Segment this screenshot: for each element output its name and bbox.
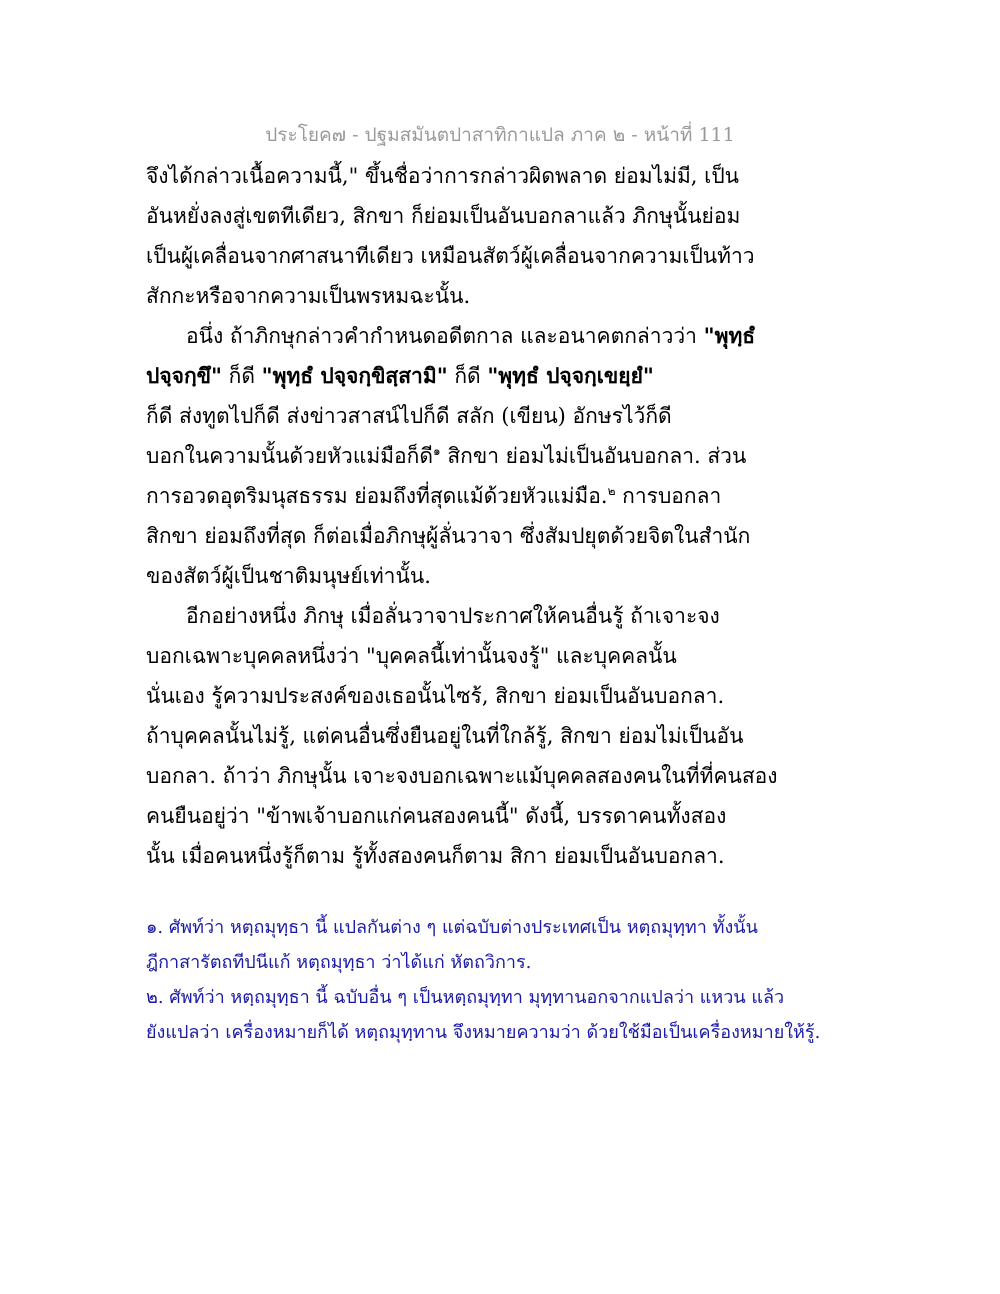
text-run: การบอกลา (615, 484, 722, 508)
body-line: อันหยั่งลงสู่เขตทีเดียว, สิกขา ก็ย่อมเป็นอันบอกลาแล้ว ภิกษุนั้นย่อม (146, 204, 741, 228)
body-line: ก็ดี ส่งทูตไปก็ดี ส่งข่าวสาสน์ไปก็ดี สลัก (เขียน) อักษรไว้ก็ดี (146, 404, 672, 428)
body-line: คนยืนอยู่ว่า "ข้าพเจ้าบอกแก่คนสองคนนี้" ดังนี้, บรรดาคนทั้งสอง (146, 804, 727, 828)
pali-quote: "พุทฺธํ ปจฺจกฺเขยฺยํ" (487, 363, 654, 388)
pali-quote: "พุทฺธํ ปจฺจกฺขิสฺสามิ" (261, 363, 448, 388)
pali-quote: "พุทฺธํ (703, 323, 756, 348)
body-line: เป็นผู้เคลื่อนจากศาสนาทีเดียว เหมือนสัตว์ผู้เคลื่อนจากความเป็นท้าว (146, 244, 755, 268)
text-run: ก็ดี (221, 364, 262, 388)
body-line (146, 436, 746, 476)
footnote-line: ๒. ศัพท์ว่า หตฺถมุทฺธา นี้ ฉบับอื่น ๆ เป็นหตฺถมุทฺทา มุทฺทานอกจากแปลว่า แหวน แล้ว (146, 987, 785, 1008)
body-line (146, 476, 746, 516)
running-head: ประโยค๗ - ปฐมสมันตปาสาทิกาแปล ภาค ๒ - หน้าที่ 111 (265, 124, 735, 146)
text-run: อนึ่ง ถ้าภิกษุกล่าวคำกำหนดอดีตกาล และอนาคตกล่าวว่า (186, 324, 704, 348)
body-line: สิกขา ย่อมถึงที่สุด ก็ต่อเมื่อภิกษุผู้ลั่นวาจา ซึ่งสัมปยุตด้วยจิตในสำนัก (146, 524, 751, 548)
body-line: บอกเฉพาะบุคคลหนึ่งว่า "บุคคลนี้เท่านั้นจงรู้" และบุคคลนั้น (146, 644, 677, 668)
body-line (146, 356, 746, 396)
text-run: สิกขา ย่อมไม่เป็นอันบอกลา. ส่วน (440, 444, 747, 468)
body-text (146, 156, 778, 876)
text-run: ก็ดี (447, 364, 488, 388)
footnote-line: ฎีกาสารัตถทีปนีแก้ หตฺถมุทฺธา ว่าได้แก่ หัตถวิการ. (146, 952, 532, 973)
body-line: จึงได้กล่าวเนื้อความนี้," ขึ้นชื่อว่าการกล่าวผิดพลาด ย่อมไม่มี, เป็น (146, 164, 740, 188)
body-line: บอกลา. ถ้าว่า ภิกษุนั้น เจาะจงบอกเฉพาะแม้บุคคลสองคนในที่ที่คนสอง (146, 764, 778, 788)
body-line (146, 316, 756, 356)
pali-quote: ปจฺจกฺขึ" (146, 363, 222, 388)
body-line: ของสัตว์ผู้เป็นชาติมนุษย์เท่านั้น. (146, 564, 431, 588)
body-line: ถ้าบุคคลนั้นไม่รู้, แต่คนอื่นซึ่งยืนอยู่ในที่ใกล้รู้, สิกขา ย่อมไม่เป็นอัน (146, 724, 744, 748)
body-line: นั้น เมื่อคนหนึ่งรู้ก็ตาม รู้ทั้งสองคนก็ตาม สิกา ย่อมเป็นอันบอกลา. (146, 844, 725, 868)
text-run: การอวดอุตริมนุสธรรม ย่อมถึงที่สุดแม้ด้วยหัวแม่มือ. (146, 484, 608, 508)
text-run: บอกในความนั้นด้วยหัวแม่มือก็ดี (146, 444, 434, 468)
footnotes (146, 910, 826, 1050)
footnote-line: ๑. ศัพท์ว่า หตฺถมุทฺธา นี้ แปลกันต่าง ๆ แต่ฉบับต่างประเทศเป็น หตฺถมุทฺทา ทั้งนั้น (146, 917, 758, 938)
body-line: สักกะหรือจากความเป็นพรหมฉะนั้น. (146, 284, 471, 308)
body-line: อีกอย่างหนึ่ง ภิกษุ เมื่อลั่นวาจาประกาศให้คนอื่นรู้ ถ้าเจาะจง (186, 604, 720, 628)
body-line: นั่นเอง รู้ความประสงค์ของเธอนั้นไซร้, สิกขา ย่อมเป็นอันบอกลา. (146, 684, 725, 708)
footnote-marker: ๒ (607, 484, 616, 498)
footnote-marker: ๑ (433, 444, 441, 458)
footnote-line: ยังแปลว่า เครื่องหมายก็ได้ หตฺถมุทฺทาน จึงหมายความว่า ด้วยใช้มือเป็นเครื่องหมายให้รู้. (146, 1022, 821, 1043)
